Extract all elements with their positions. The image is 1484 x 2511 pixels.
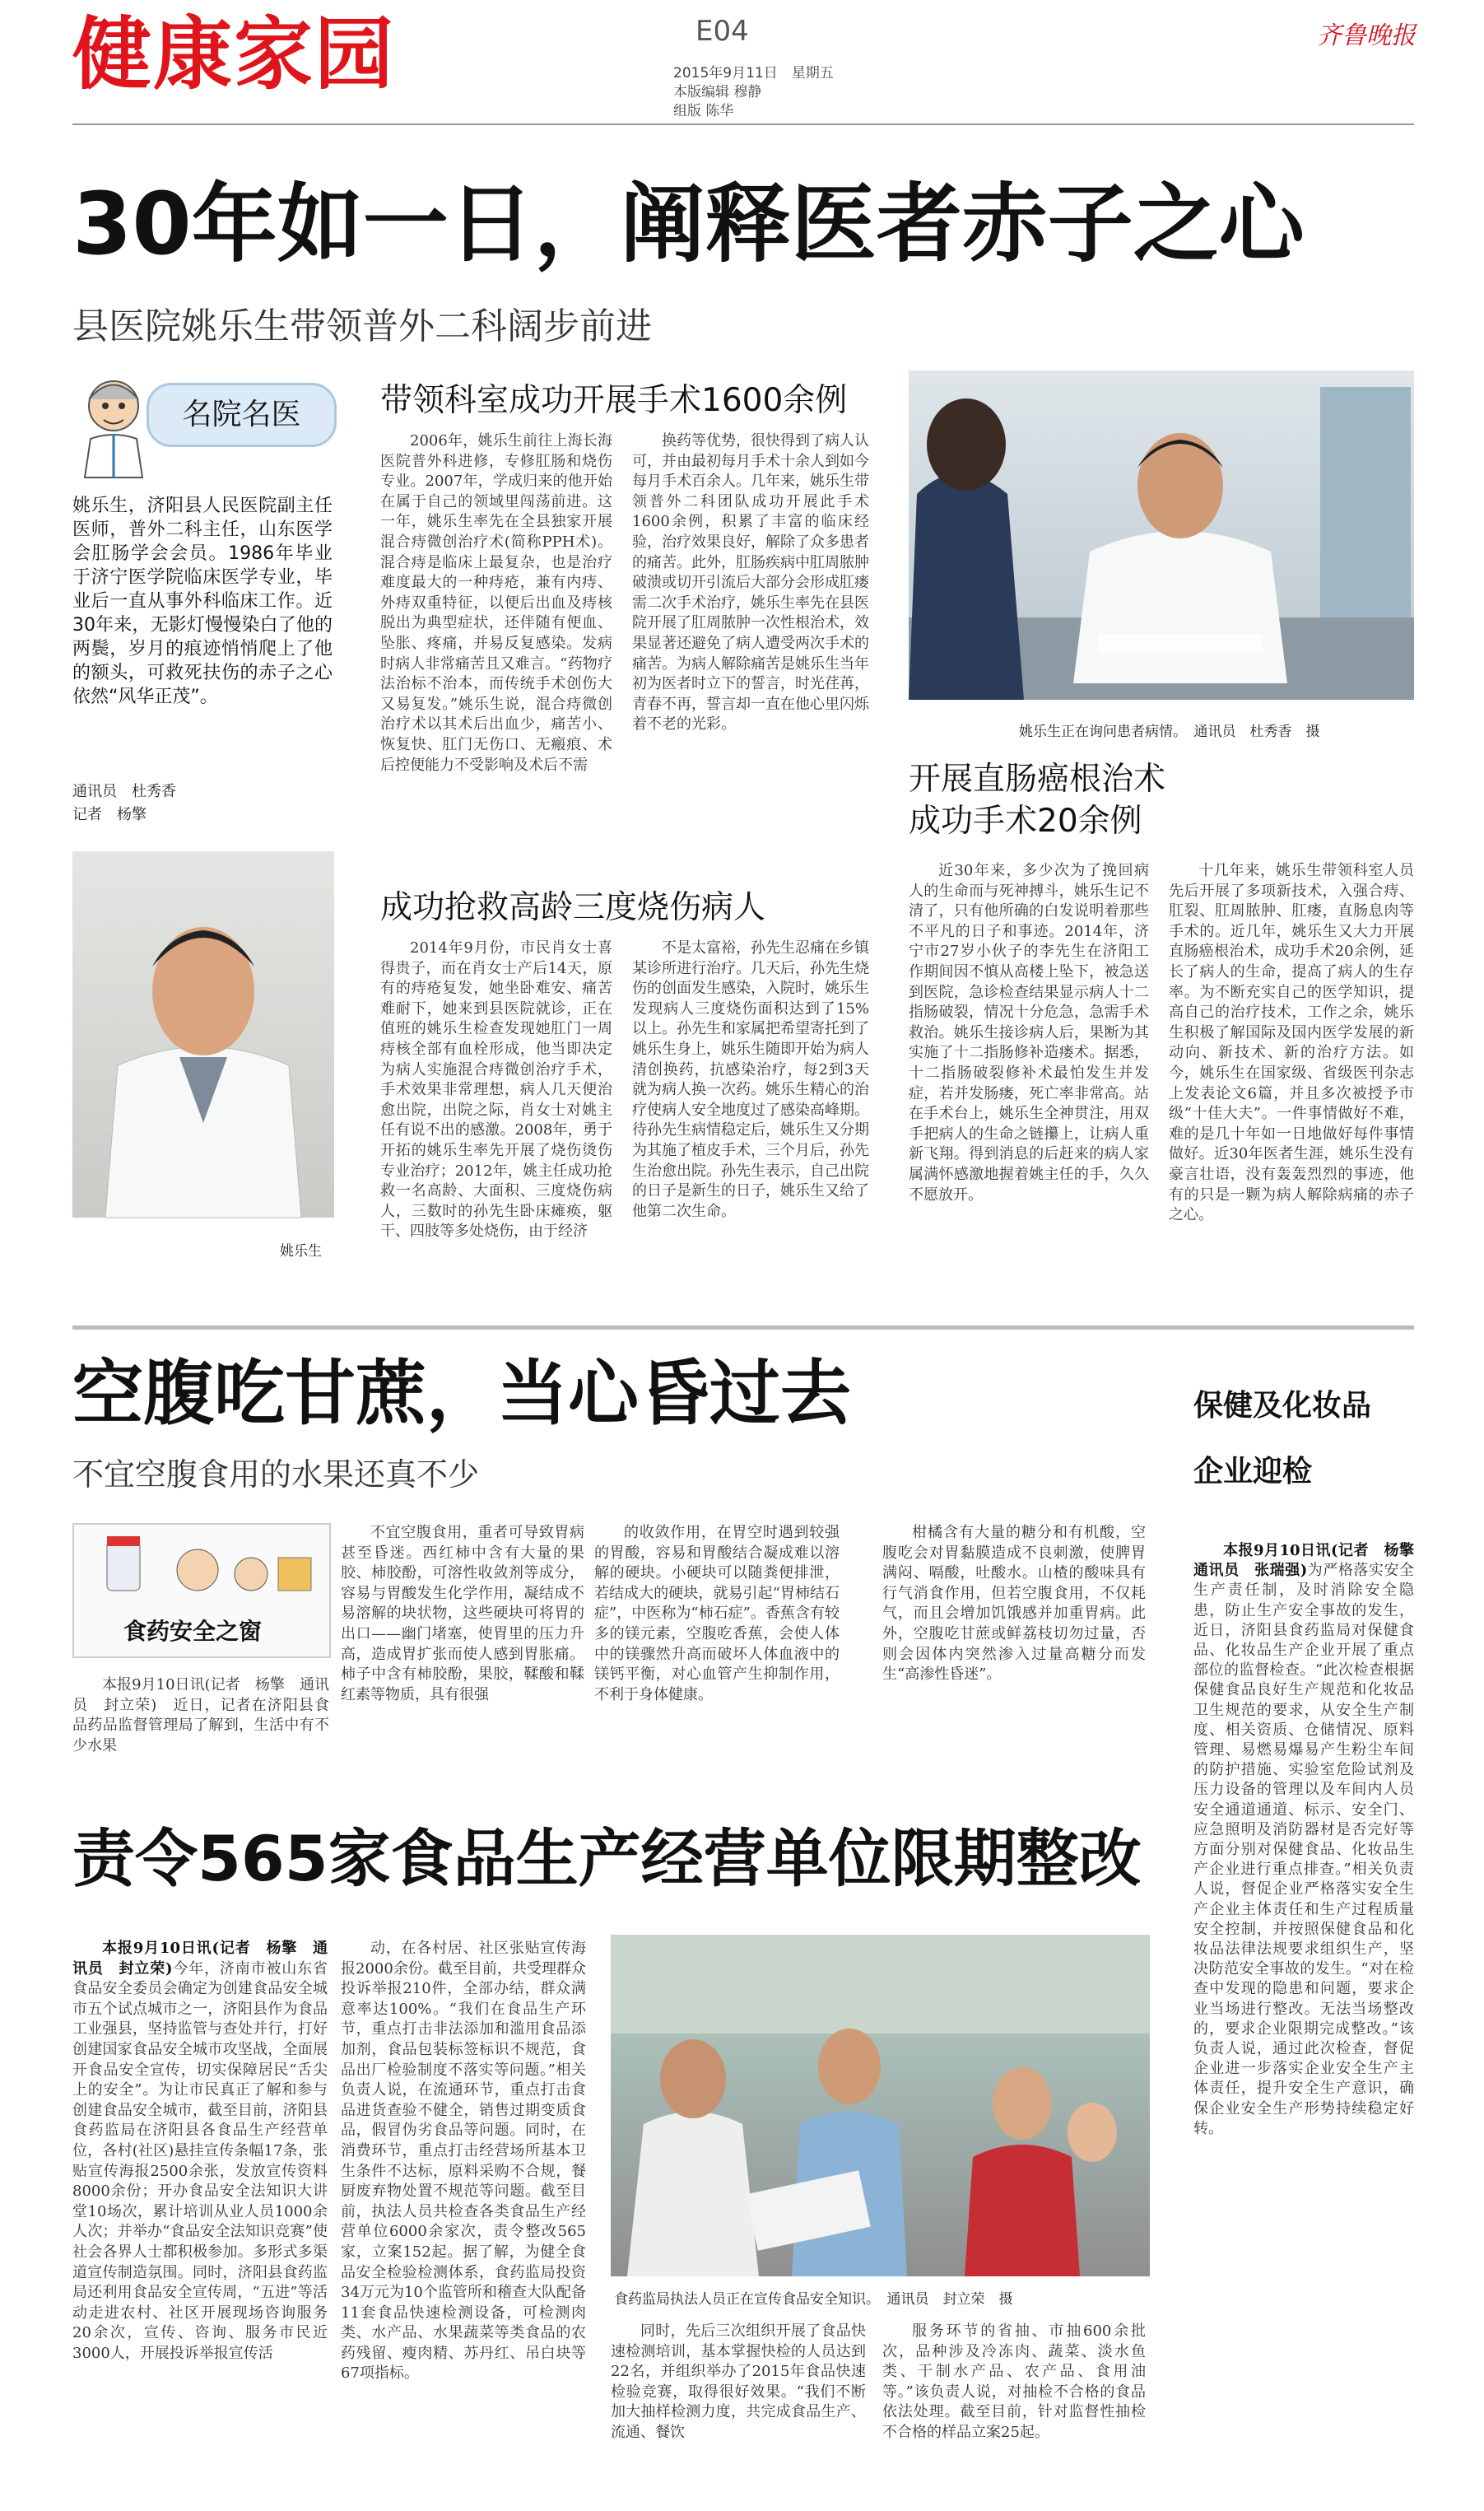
section3-title-line1: 开展直肠癌根治术 xyxy=(909,761,1166,798)
masthead-title: 健康家园 xyxy=(72,8,395,100)
paragraph: 近30年来，多少次为了挽回病人的生命而与死神搏斗，姚乐生记不清了，只有他所确的白发说明着那些不平凡的日子和事迹。2014年，济宁市27岁小伙子的李先生在济阳工作期间因不慎从高楼上坠下，被急送到医院，急诊检查结果显示病人十二指肠破裂，情况十分危急，急需手术救治。姚乐生接诊病人后，果断为其实施了十二指肠修补造瘘术。据悉，十二指肠破裂修补术最怕发生并发症，若并发肠瘘，死亡率非常高。站在手术台上，姚乐生全神贯注，用双手把病人的生命之链攥上，让病人重新飞翔。得到消息的后赶来的病人家属满怀感激地握着姚主任的手，久久不愿放开。 xyxy=(909,862,1149,1204)
paragraph-body: 今年，济南市被山东省食品安全委员会确定为创建食品安全城市五个试点城市之一，济阳县作为食品工业强县，坚持监管与查处并行，打好创建国家食品安全城市攻坚战，全面展开食品安全宣传，切实保障居民“舌尖上的安全”。为让市民真正了解和参与创建食品安全城市，截至目前，济阳县食药监局在济阳县各食品生产经营单位，各村(社区)悬挂宣传条幅17条，张贴宣传海报2500余张，发放宣传资料8000余份；开办食品安全法知识大讲堂10场次，累计培训从业人员1000余人次；并举办“食品安全法知识竞赛”使社会各界人士都积极参加。多形式多渠道宣传制造氛围。同时，济阳县食药监局还利用食品安全宣传周，“五进”等活动走进农村、社区开展现场咨询服务20余次，宣传、咨询、服务市民近3000人，开展投诉举报宣传活 xyxy=(72,1959,328,2362)
article1-section1-col2 xyxy=(632,431,869,883)
article1-section3-title xyxy=(909,759,1165,842)
article1-byline xyxy=(72,780,176,827)
page-info xyxy=(673,64,834,121)
food-safety-window-icon xyxy=(72,1523,331,1658)
article4-headline-line1: 保健及化妆品 xyxy=(1193,1389,1372,1423)
doctor-bio: 姚乐生，济阳县人民医院副主任医师，普外二科主任，山东医学会肛肠学会会员。1986年毕业于济宁医学院临床医学专业，毕业后一直从事外科临床工作。近30年来，无影灯慢慢染白了他的两鬓，岁月的痕迹悄悄爬上了他的额头，可救死扶伤的赤子之心依然“风华正茂”。 xyxy=(72,496,333,707)
page-number: E04 xyxy=(695,15,749,48)
article1-headline: 30年如一日，阐释医者赤子之心 xyxy=(72,174,1305,274)
portrait-caption: 姚乐生 xyxy=(280,1243,322,1260)
article1-section2-col2 xyxy=(632,939,869,1294)
paragraph: 同时，先后三次组织开展了食品快速检测培训，基本掌握快检的人员达到22名，并组织举办了2015年食品快速检验竞赛，取得很好效果。“我们不断加大抽样检测力度，共完成食品生产、流通、餐饮 xyxy=(611,2322,866,2441)
article3-col1 xyxy=(72,1939,328,2478)
article2-col0 xyxy=(72,1675,329,1774)
article2-subhead: 不宜空腹食用的水果还真不少 xyxy=(72,1456,480,1493)
paragraph: 不宜空腹食用，重者可导致胃病甚至昏迷。西红柿中含有大量的果胶、柿胶酚，可溶性收敛剂等成分，容易与胃酸发生化学作用，凝结成不易溶解的块状物，这些硬块可将胃的出口——幽门堵塞，使胃里的压力升高，造成胃扩张而使人感到胃胀痛。柿子中含有柿胶酚，果胶，鞣酸和鞣红素等物质，具有很强 xyxy=(341,1524,584,1703)
paragraph: 2006年，姚乐生前往上海长海医院普外科进修，专修肛肠和烧伤专业。2007年，学成归来的他开始在属于自己的领域里闯荡前进。这一年，姚乐生率先在全县独家开展混合痔微创治疗术(简称PPH术)。混合痔是临床上最复杂，也是治疗难度最大的一种痔疮，兼有内痔、外痔双重特征，以便后出血及痔核脱出为典型症状，还伴随有便血、坠胀、疼痛，并易反复感染。发病时病人非常痛苦且又难言。“药物疗法治标不治本，而传统手术创伤大又易复发。”姚乐生说，混合痔微创治疗术以其术后出血少，痛苦小、恢复快、肛门无伤口、无瘢痕、术后控便能力不受影响及术后不需 xyxy=(380,432,612,774)
paragraph: 的收敛作用，在胃空时遇到较强的胃酸，容易和胃酸结合凝成难以溶解的硬块。小硬块可以随粪便排泄，若结成大的硬块，就易引起“胃柿结石症”，中医称为“柿石症”。香蕉含有较多的镁元素，空腹吃香蕉，会使人体中的镁骤然升高而破坏人体血液中的镁钙平衡，对心血管产生抑制作用，不利于身体健康。 xyxy=(594,1524,840,1703)
newspaper-logo: 齐鲁晚报 xyxy=(1317,21,1416,50)
article1-section2-title: 成功抢救高龄三度烧伤病人 xyxy=(380,889,766,926)
window-label: 食药安全之窗 xyxy=(123,1618,263,1645)
inspection-photo xyxy=(611,1935,1150,2276)
article2-col3 xyxy=(882,1523,1146,1774)
paragraph: 2014年9月份，市民肖女士喜得贵子，而在肖女士产后14天，原有的痔疮复发，她坐卧难安、痛苦难耐下，她来到县医院就诊，正在值班的姚乐生检查发现她肛门一周痔核全部有血栓形成，他当即决定为病人实施混合痔微创治疗手术，手术效果非常理想，病人几天便治愈出院，出院之际，肖女士对姚主任有说不出的感激。2008年，勇于开拓的姚乐生率先开展了烧伤烫伤专业治疗；2012年，姚主任成功抢救一名高龄、大面积、三度烧伤病人，三数时的孙先生卧床瘫痪，躯干、四肢等多处烧伤，由于经济 xyxy=(380,939,612,1241)
article1-section2-col1 xyxy=(380,939,612,1294)
article2-col1 xyxy=(341,1523,584,1774)
section3-title-line2: 成功手术20余例 xyxy=(909,802,1142,840)
section-divider xyxy=(72,1325,1414,1330)
article1-section3-col2 xyxy=(1169,861,1414,1294)
page-editor: 本版编辑 穆静 xyxy=(673,83,762,100)
article1-section1-col1 xyxy=(380,431,612,883)
page-layout-credit: 组版 陈华 xyxy=(673,102,734,119)
byline-correspondent: 通讯员 杜秀香 xyxy=(72,783,176,800)
issue-date: 2015年9月11日 星期五 xyxy=(673,65,834,82)
doctor-cartoon-icon xyxy=(72,375,155,478)
inspection-photo-caption: 食药监局执法人员正在宣传食品安全知识。 通讯员 封立荣 摄 xyxy=(614,2291,1013,2308)
article4-headline xyxy=(1193,1373,1371,1505)
article1-section3-col1 xyxy=(909,861,1149,1294)
article3-dateline: 本报9月10日讯(记者 杨擎 通讯员 封立荣) xyxy=(72,1940,328,1978)
paragraph: 换药等优势，很快得到了病人认可，并由最初每月手术十余人到如今每月手术百余人。几年来，姚乐生带领普外二科团队成功开展此手术1600余例，积累了丰富的临床经验，治疗效果良好，解除了众多患者的痛苦。此外，肛肠疾病中肛周脓肿破溃或切开引流后大部分会形成肛瘘需二次手术治疗，姚乐生率先在县医院开展了肛周脓肿一次性根治术，效果显著还避免了病人遭受两次手术的痛苦。为病人解除痛苦是姚乐生当年初为医者时立下的誓言，时光荏苒，青春不再，誓言却一直在他心里闪烁着不老的光彩。 xyxy=(632,432,869,734)
consultation-photo xyxy=(909,370,1414,700)
paragraph-body: 为严格落实安全生产责任制，及时消除安全隐患，防止生产安全事故的发生，近日，济阳县食药监局对保健食品、化妆品生产企业开展了重点部位的监督检查。“此次检查根据保健食品良好生产规范和化妆品卫生规范的要求，从安全生产制度、相关资质、仓储情况、原料管理、易燃易爆易产生粉尘车间的防护措施、实验室危险试剂及压力设备的管理以及车间内人员安全通道通道、标示、安全门、应急照明及消防器材是否完好等方面分别对保健食品、化妆品生产企业进行重点排查。”相关负责人说，督促企业严格落实安全生产企业主体责任和生产过程质量安全控制，并按照保健食品和化妆品法律法规要求组织生产，坚决防范安全事故的发生。“对在检查中发现的隐患和问题，要求企业当场进行整改。无法当场整改的，要求企业限期完成整改。”该负责人说，通过此次检查，督促企业进一步落实企业安全生产主体责任，提升安全生产意识，确保企业安全生产形势持续稳定好转。 xyxy=(1193,1562,1414,2137)
doctor-portrait-photo xyxy=(72,851,334,1218)
paragraph: 本报9月10日讯(记者 杨擎 通讯员 封立荣) 近日，记者在济阳县食品药品监督管理局了解到，生活中有不少水果 xyxy=(72,1676,329,1754)
paragraph: 服务环节的省抽、市抽600余批次，品种涉及冷冻肉、蔬菜、淡水鱼类、干制水产品、农产品、食用油等。”该负责人说，对抽检不合格的食品依法处理。截至目前，针对监督性抽检不合格的样品立案25起。 xyxy=(882,2322,1146,2441)
masthead-divider xyxy=(72,123,1414,125)
byline-reporter: 记者 杨擎 xyxy=(72,806,147,823)
paragraph: 十几年来，姚乐生带领科室人员先后开展了多项新技术，入强合痔、肛裂、肛周脓肿、肛瘘，直肠息肉等手术的。近几年，姚乐生又大力开展直肠癌根治术，成功手术20余例，延长了病人的生命，提高了病人的生存率。为不断充实自己的医学知识，提高自己的治疗技术，工作之余，姚乐生积极了解国际及国内医学发展的新动向、新技术、新的治疗方法。如今，姚乐生在国家级、省级医刊杂志上发表论文6篇，并且多次被授予市级“十佳大夫”。一件事情做好不难，难的是几十年如一日地做好每件事情做好。近30年医者生涯，姚乐生没有豪言壮语，没有轰轰烈烈的事迹，他有的只是一颗为病人解除病痛的赤子之心。 xyxy=(1169,862,1414,1224)
article3-col2 xyxy=(341,1939,586,2478)
article2-col2 xyxy=(594,1523,840,1774)
consultation-photo-caption: 姚乐生正在询问患者病情。 通讯员 杜秀香 摄 xyxy=(1019,724,1320,740)
article3-col4 xyxy=(882,2322,1146,2478)
article1-subhead: 县医院姚乐生带领普外二科阔步前进 xyxy=(72,305,652,347)
article4-dateline: 本报9月10日讯(记者 杨擎 通讯员 张瑞强) xyxy=(1193,1542,1429,1580)
article4-headline-line2: 企业迎检 xyxy=(1193,1455,1313,1488)
column-badge: 名院名医 xyxy=(147,383,337,447)
paragraph xyxy=(1193,1541,1429,2139)
article4-body xyxy=(1193,1541,1429,2478)
paragraph xyxy=(72,1939,328,2364)
article2-headline: 空腹吃甘蔗，当心昏过去 xyxy=(72,1353,851,1435)
paragraph: 不是太富裕，孙先生忍痛在乡镇某诊所进行治疗。几天后，孙先生烧伤的创面发生感染，入院时，姚乐生发现病人三度烧伤面积达到了15%以上。孙先生和家属把希望寄托到了姚乐生身上，姚乐生随即开始为病人清创换药，抗感染治疗，每2到3天就为病人换一次药。姚乐生精心的治疗使病人安全地度过了感染高峰期。待孙先生病情稳定后，姚乐生又分期为其施了植皮手术，三个月后，孙先生治愈出院。孙先生表示，自己出院的日子是新生的日子，姚乐生又给了他第二次生命。 xyxy=(632,939,869,1220)
paragraph: 柑橘含有大量的糖分和有机酸，空腹吃会对胃黏膜造成不良刺激，使脾胃满闷、嗝酸，吐酸水。山楂的酸味具有行气消食作用，但若空腹食用，不仅耗气，而且会增加饥饿感并加重胃病。此外，空腹吃甘蔗或鲜荔枝切勿过量，否则会因体内突然渗入过量高糖分而发生“高渗性昏迷”。 xyxy=(882,1524,1146,1684)
article1-section1-title: 带领科室成功开展手术1600余例 xyxy=(380,382,848,419)
article3-col3 xyxy=(611,2322,866,2478)
article3-headline: 责令565家食品生产经营单位限期整改 xyxy=(72,1822,1142,1895)
paragraph: 动，在各村居、社区张贴宣传海报2000余份。截至目前，共受理群众投诉举报210件，全部办结，群众满意率达100%。“我们在食品生产环节，重点打击非法添加和滥用食品添加剂，食品包装标签标识不规范，食品出厂检验制度不落实等问题。”相关负责人说，在流通环节，重点打击食品进货查验不健全，销售过期变质食品，假冒伪劣食品等问题。同时，在消费环节，重点打击经营场所基本卫生条件不达标，原料采购不合规，餐厨废弃物处置不规范等问题。截至目前，执法人员共检查各类食品生产经营单位6000余家次，责令整改565家，立案152起。据了解，为健全食品安全检验检测体系，食药监局投资34万元为10个监管所和稽查大队配备11套食品快速检测设备，可检测肉类、水产品、水果蔬菜等类食品的农药残留、瘦肉精、苏丹红、吊白块等67项指标。 xyxy=(341,1940,586,2383)
